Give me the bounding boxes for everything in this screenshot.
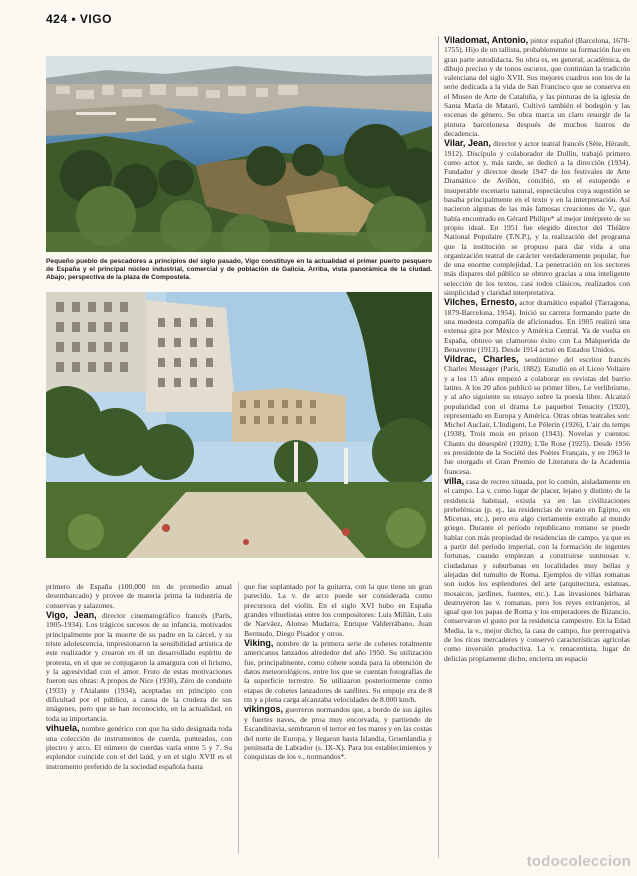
photo-caption: Pequeño pueblo de pescadores a principios del siglo pasado, Vigo constituye en la actualidad el primer puerto pesquero de España y el principal núcleo industrial, comercial y de población de Galicia. Arriba, vista panorámica de la ciudad. Abajo, perspectiva de la plaza de Compostela.	[46, 258, 432, 282]
entry-vigo-text: director cinematográfico francés (París, 1905-1934). Los trágicos sucesos de su infancia, motivados principalmente por la muerte de su padre en la cárcel, y su triste adolescencia, impresionaron la sensibilidad artística de este realizador y crearon en él un desarrollado espíritu de protesta, en el que se conjugaron la amargura con el lirismo, y la agresividad con el amor. Fruto de estas motivaciones fueron sus obras: A propos de Nice (1930), Zéro de conduite (1933) y l'Atalante (1934), aceptadas en principio con dificultad por el público, a causa de la crudeza de sus imágenes, pero que se han reconocido, en la actualidad, en toda su importancia.	[46, 611, 232, 723]
plaza-illustration	[46, 292, 432, 558]
middle-column	[244, 582, 432, 763]
entry-viking-text: nombre de la primera serie de cohetes totalmente americanos lanzados alrededor del año 1950. Su utilización fue, principalmente, como cohete sonda para la obtención de datos meteorológicos, entre los que se cuentan fotografías de la superficie terrestre. Se utilizaron posteriormente como etapas de cohetes lanzadores de satélites. Su empuje era de 8 tm y a plena carga alcanzaba velocidades de 8.000 km/h.	[244, 639, 432, 705]
page-header	[46, 12, 112, 26]
headword-vilar: Vilar, Jean,	[444, 138, 491, 149]
headword-viladomat: Viladomat, Antonio,	[444, 35, 529, 45]
entry-vilar	[444, 139, 630, 297]
entry-villa	[444, 477, 630, 663]
column-divider	[238, 582, 239, 854]
entry-vildrac-text: seudónimo del escritor francés Charles Messager (París, 1882). Estudió en el Liceo Voltaire y a los 15 años empezó a colaborar en revistas del barrio latino. A los 20 años publicó su primer libro, Le verlibrisme, y al año siguiente su ensayo sobre la poesía libre. Alcanzó popularidad con el drama Le paquebot Tenacity (1920), representado en Europa y América. Otras obras teatrales son: Michel Auclair, L'Indigent, Le Pèlerin (1926), L'air du temps (1938), Trois mois en prison (1943). Novelas y cuentos: Chants du désespéré (1920); L'île Rose (1925). Desde 1956 es presidente de la Société des Poètes Français, y en 1963 le fue otorgado el Gran Premio de Literatura de la Academia francesa.	[444, 355, 631, 476]
entry-viladomat	[444, 36, 630, 138]
entry-vihuela	[46, 724, 232, 771]
page-title: VIGO	[79, 12, 112, 26]
left-column	[46, 582, 232, 772]
headword-vigo: Vigo, Jean,	[46, 610, 97, 621]
plaza-compostela-photo	[46, 292, 432, 558]
right-column	[444, 36, 630, 664]
watermark: todocoleccion	[526, 853, 631, 870]
entry-vilches-text: actor dramático español (Tarragona, 1879-Barcelona, 1954). Inició su carrera formando parte de una modesta compañía de aficionados. En 1905 realizó una extensa gira por México y América Central. Ya de vuelta en España, obtuvo un clamoroso éxito con La Malquerida de Benavente (1913). Desde 1914 actuó en Estados Unidos.	[444, 298, 630, 354]
header-separator: •	[71, 12, 77, 26]
entry-vihuela-text: nombre genérico con que ha sido designada toda una colección de instrumentos de cuerda, punteados, con plectro y arco. El número de cuerdas varía entre 5 y 7. Su esplendor coincide con el del laúd, y en el siglo XVII es el instrumento preferido de la sociedad española hasta	[46, 724, 232, 771]
entry-vikingos-text: guerreros normandos que, a bordo de sus ágiles y fuertes naves, de proa muy encorvada, y partiendo de Escandinavia, sembraron el terror en los mares y en las costas del norte de Europa, y llegaron hasta Islandia, Groenlandia y península de Labrador (s. IX-X). Para los establecimientos y conquistas de los v., normandos*.	[244, 705, 433, 762]
entry-vilar-text: director y actor teatral francés (Sète, Hérault, 1912). Discípulo y colaborador de Dullin, trabajó primero como actor y, más tarde, se dedicó a la dirección (1934). Fundador y director desde 1947 de los festivales de Arte Dramático de Aviñón, concibió, en el estupendo e insuperable escenario natural, espectáculos cuya sugestión se basaba principalmente en el texto y en la interpretación. Así nacieron algunas de las más famosas creaciones de V., que había encontrado en Gérard Philipe* al mejor intérprete de su propio ideal. En 1951 fue elegido director del Théâtre National Populaire (T.N.P.), y la realización del programa que la institución se propuso para dar vida a una organización teatral de carácter verdaderamente popular, fue de una enorme complejidad. La penetración en los sectores más dispares del público se obtuvo gracias a una inteligente selección de los textos, casi todos clásicos, realizados con simplicidad y claridad interpretativa.	[444, 139, 630, 298]
entry-villa-text: casa de recreo situada, por lo común, aisladamente en el campo. La v. como lugar de placer, lejano y distinto de la residencia habitual, existía ya en las civilizaciones prehelénicas (p. ej., las residencias de verano en Egipto, en Micenas, etc.), pero era algo ciertamente extraño al mundo griego. Durante el período republicano romano se puede hablar con más propiedad de residencias de campo, ya que es a partir del período imperial, con la formación de ingentes fortunas, cuando empiezan a construirse suntuosas v. ciudadanas y suburbanas en localidades muy bellas y alejadas del tumulto de Roma. Ejemplos de villas romanas son todos los esplendores del arte (arquitectura, estatuas, mosaicos, jardines, fuentes, etc.). Las invasiones bárbaras destruyeron las v. romanas, pero los reyes extranjeros, al igual que los papas de Roma y los emperadores de Bizancio, conservaron el gusto por la residencia campestre. En la Edad Media, la v., mejor dicho, la casa de campo, fue prerrogativa de los ricos mercaderes y conservó características agrícolas como inversión productiva. La v. renacentista, lugar de delicias propiamente dicho, encierra un espacio	[444, 476, 630, 663]
headword-vikingos: vikingos,	[244, 704, 284, 715]
middle-intro-text: que fue suplantado por la guitarra, con la que tiene un gran parecido. La v. de arco puede ser considerada como precursora del violín. En el siglo XVI hubo en España grandes vihuelistas entre los compositores: Luis Millán, Luis de Narváez, Alonso Mudarra, Enrique Valderrábano, Juan Bermudo, Diego Pisador y otros.	[244, 582, 432, 638]
entry-vilches	[444, 298, 630, 354]
column-divider	[438, 36, 439, 858]
entry-viking	[244, 639, 432, 704]
vigo-panorama-photo	[46, 56, 432, 252]
headword-viking: Viking,	[244, 638, 274, 649]
entry-vigo	[46, 611, 232, 723]
panorama-illustration	[46, 56, 432, 252]
headword-vihuela: vihuela,	[46, 723, 80, 734]
headword-vilches: Vilches, Ernesto,	[444, 297, 517, 308]
entry-vikingos	[244, 705, 432, 761]
entry-viladomat-text: pintor español (Barcelona, 1678-1755). Hijo de un tallista, probablemente su formación fue en gran parte autodidacta. Su obra es, en general, académica, de dibujo preciso y de tonos oscuros, que continúan la tradición valenciana del siglo XVII. Sus mejores cuadros son los de la serie dedicada a la vida de San Francisco que se conserva en el Museo de Arte de Cataluña, y las pinturas de la iglesia de Santa María de Mataró. Cultivó también el bodegón y las escenas de género. Su obra marca un claro resurgir de la pintura barcelonesa después de muchos lustros de decadencia.	[444, 36, 630, 138]
left-intro-text: primero de España (100.000 tm de promedio anual desembarcado) y provee de materia prima la industria de conservas y salazones.	[46, 582, 232, 610]
entry-vildrac	[444, 355, 630, 476]
page-number: 424	[46, 12, 68, 26]
headword-villa: villa,	[444, 475, 465, 486]
headword-vildrac: Vildrac, Charles,	[444, 354, 519, 365]
